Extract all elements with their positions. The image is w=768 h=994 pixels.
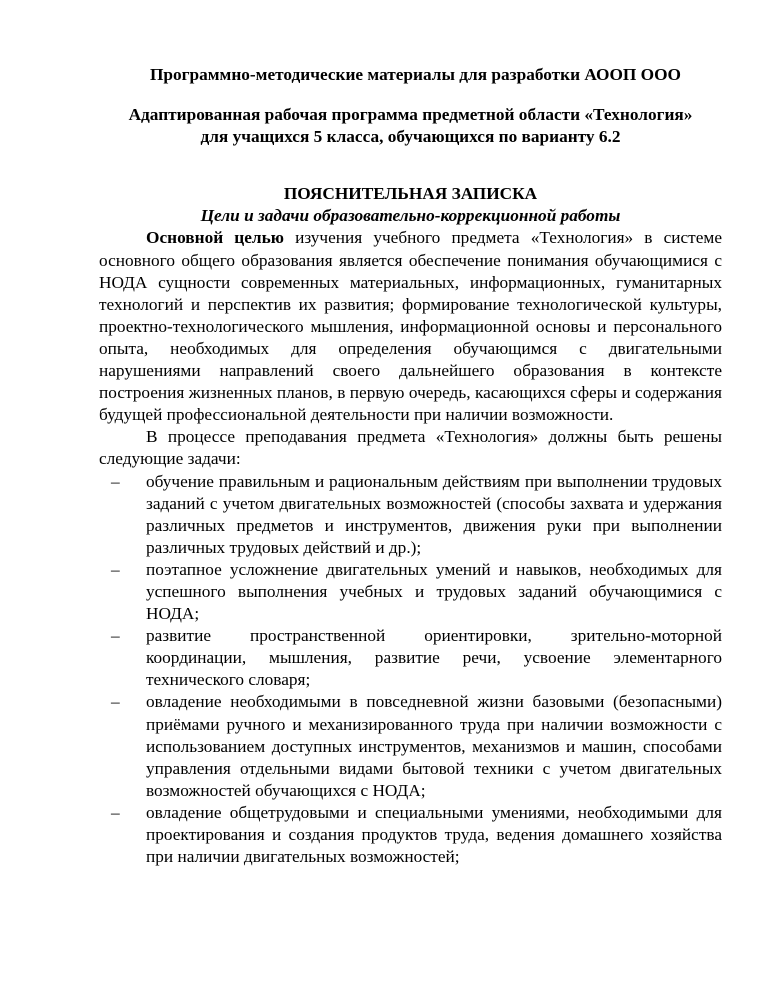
task-text: поэтапное усложнение двигательных умений и навыков, необходимых для успешного выполнения учебных и трудовых заданий обучающимися с НОДА; [146, 559, 722, 624]
goal-lead-text: Основной целью [146, 228, 284, 248]
document-header-line-1: Программно-методические материалы для разработки АООП ООО [149, 65, 681, 84]
task-text: развитие пространственной ориентировки, зрительно-моторной координации, мышления, развитие речи, усвоение элементарного технического словаря; [146, 626, 722, 690]
task-text: овладение общетрудовыми и специальными умениями, необходимыми для проектирования и создания продуктов труда, ведения домашнего хозяйства при наличии двигательных возможностей; [146, 802, 722, 867]
list-item [111, 691, 722, 801]
bullet-dash: – [111, 471, 120, 491]
program-title: Адаптированная рабочая программа предметной области «Технология» [128, 105, 693, 125]
task-text: обучение правильным и рациональным действиям при выполнении трудовых заданий с учетом двигательных возможностей (способы захвата и удержания различных предметов и инструментов, движения руки при выполнении различных трудовых действий и др.); [146, 471, 722, 557]
list-item [111, 559, 722, 625]
list-item [111, 625, 722, 691]
goal-body-text: изучения учебного предмета «Технология» в системе основного общего образования является обеспечение понимания обучающимися с НОДА сущности современных материальных, информационных, гуманитарных технологий и перспектив их развития; формирование технологической культуры, проектно-технологического мышления, информационной основы и персонального опыта, необходимых для определения обучающимся с двигательными нарушениями направлений своего дальнейшего образования в контексте построения жизненных планов, в первую очередь, касающихся сферы и содержания будущей профессиональной деятельности при наличии возможности. [99, 228, 722, 425]
goal-paragraph [99, 227, 722, 426]
list-item [111, 471, 722, 559]
bullet-dash: – [111, 802, 120, 822]
tasks-list [99, 471, 722, 869]
list-item [111, 802, 722, 868]
tasks-intro: В процессе преподавания предмета «Технология» должны быть решены следующие задачи: [99, 427, 722, 469]
section-title: ПОЯСНИТЕЛЬНАЯ ЗАПИСКА [283, 184, 538, 204]
program-audience: для учащихся 5 класса, обучающихся по варианту 6.2 [200, 127, 621, 147]
bullet-dash: – [111, 626, 120, 646]
bullet-dash: – [111, 692, 120, 712]
task-text: овладение необходимыми в повседневной жизни базовыми (безопасными) приёмами ручного и механизированного труда при наличии возможности с использованием доступных инструментов, механизмов и машин, способами управления отдельными видами бытовой техники с учетом двигательных возможностей обучающихся с НОДА; [146, 692, 722, 800]
section-subtitle: Цели и задачи образовательно-коррекционной работы [200, 206, 621, 226]
bullet-dash: – [111, 559, 120, 579]
